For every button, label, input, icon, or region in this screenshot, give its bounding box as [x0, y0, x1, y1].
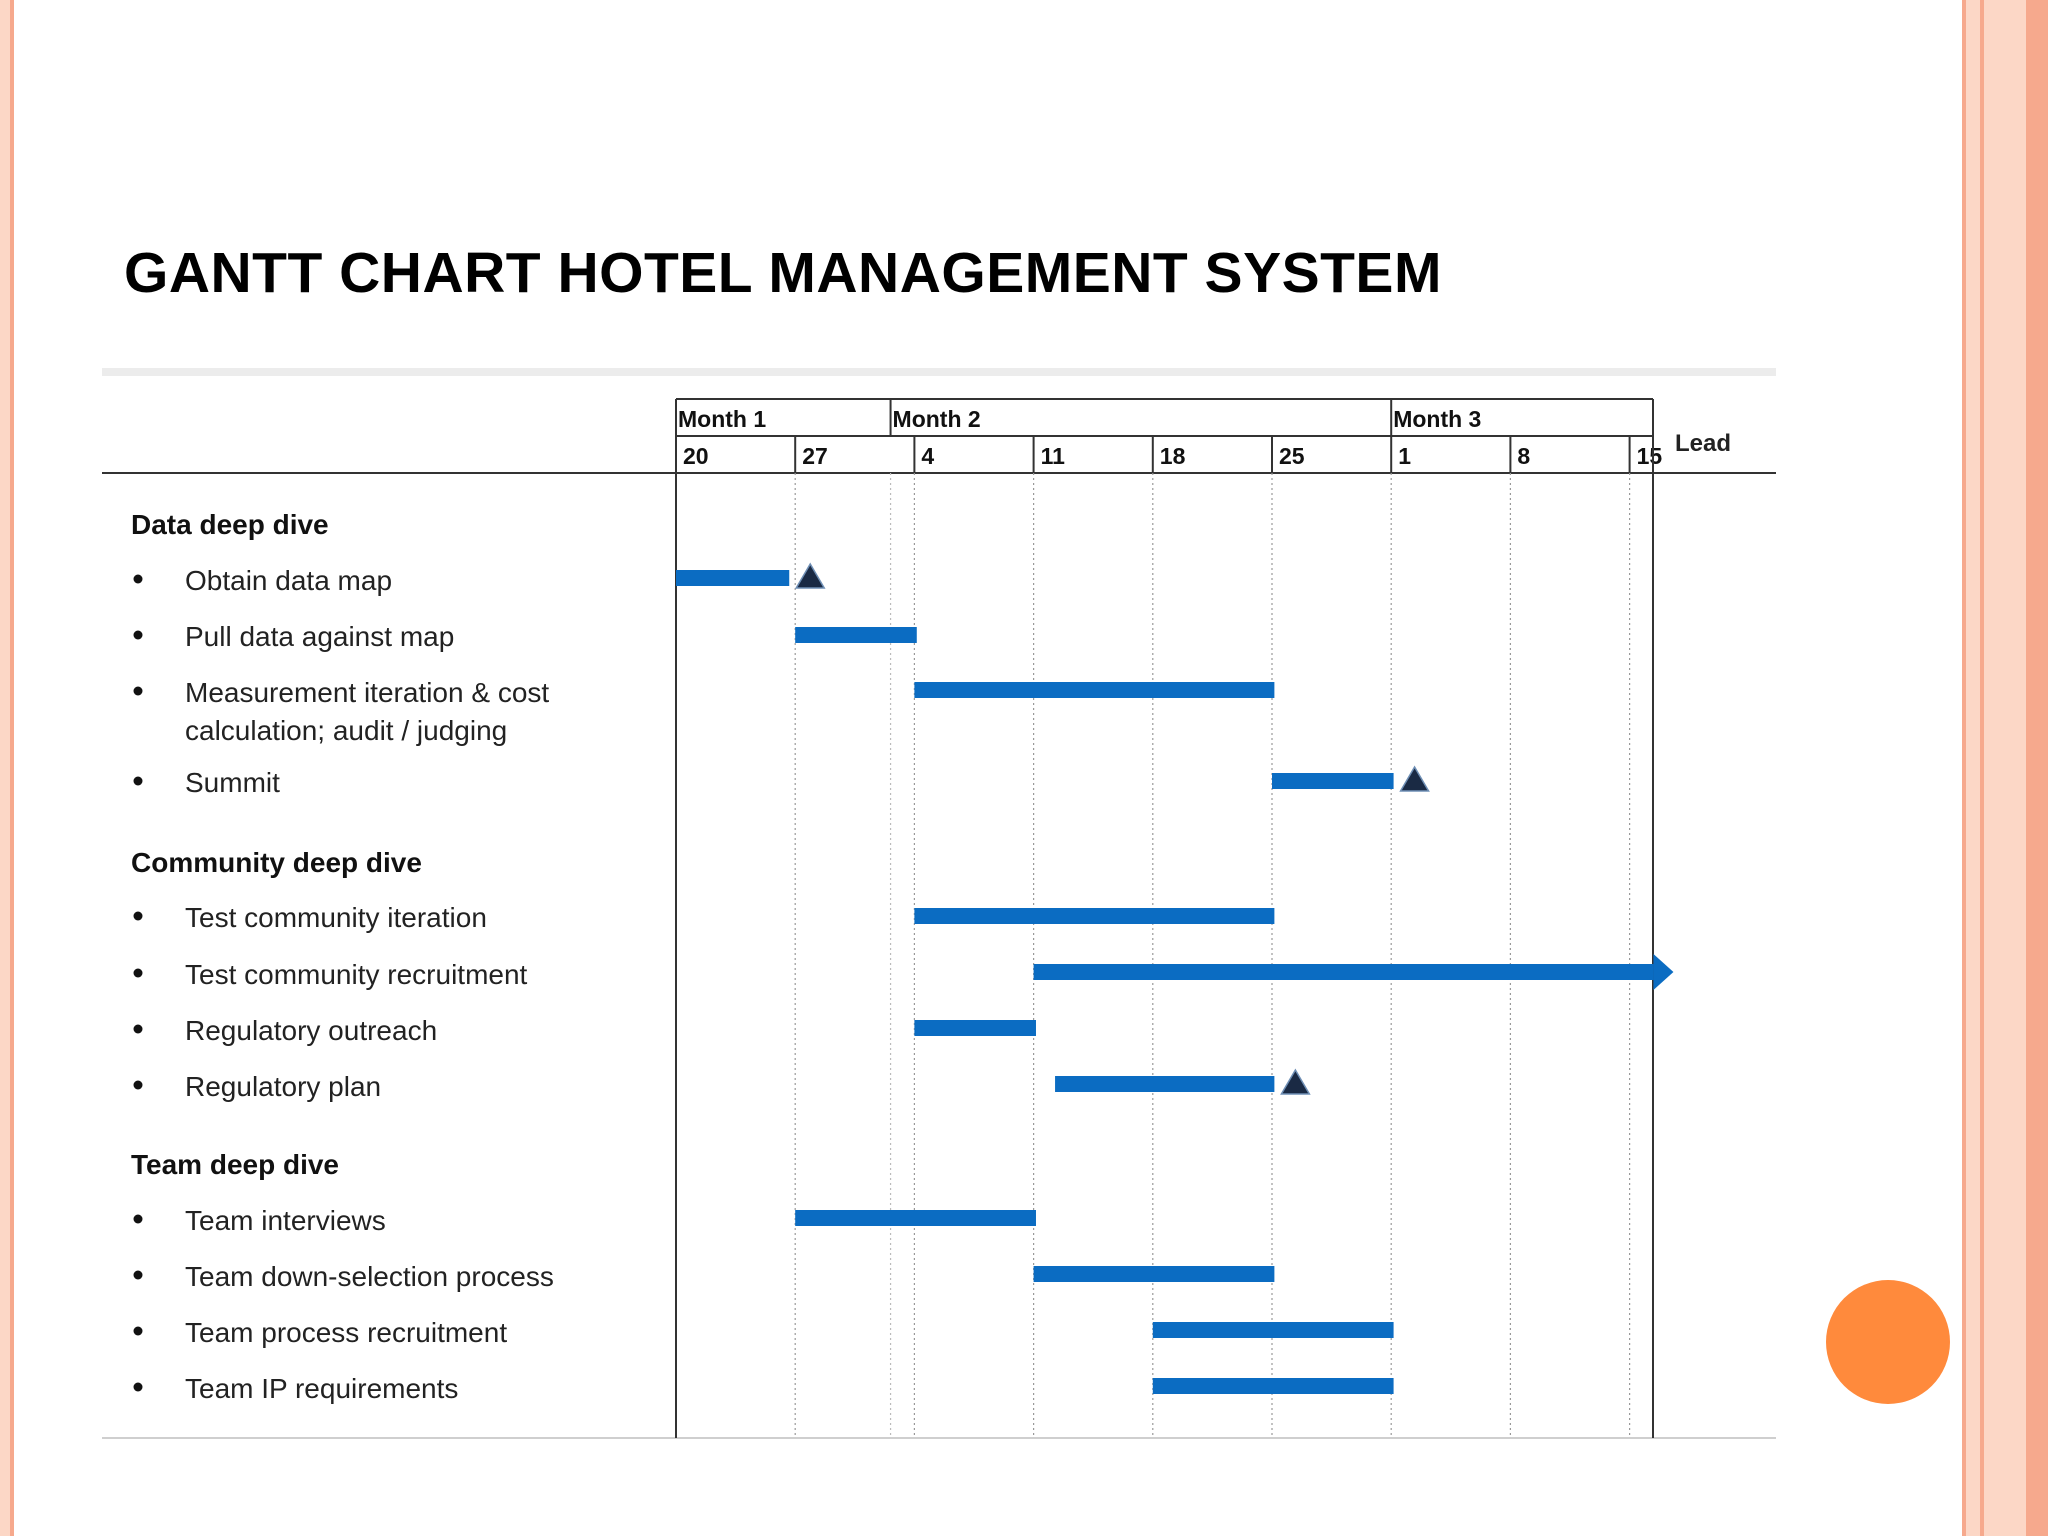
task-bar [914, 908, 1274, 924]
milestone-marker [1281, 1070, 1309, 1094]
task-bar [1153, 1378, 1394, 1394]
task-label: Regulatory plan [185, 1071, 382, 1102]
task-bar [676, 570, 789, 586]
group-label: Data deep dive [131, 509, 329, 540]
month-label-2: Month 2 [892, 406, 981, 432]
task-label: Pull data against map [185, 621, 455, 652]
week-label: 25 [1279, 443, 1305, 469]
task-bullet [134, 1025, 143, 1034]
task-bullet [134, 1383, 143, 1392]
task-label: Team process recruitment [185, 1317, 508, 1348]
task-bullet [134, 969, 143, 978]
task-bullet [134, 687, 143, 696]
task-label: Test community iteration [185, 902, 487, 933]
week-label: 18 [1159, 443, 1186, 469]
task-bar [795, 1210, 1036, 1226]
task-bar [1153, 1322, 1394, 1338]
week-label: 11 [1040, 443, 1065, 469]
task-bullet [134, 1215, 143, 1224]
week-label: 4 [921, 443, 935, 469]
task-bullet [134, 631, 143, 640]
milestone-marker [1401, 767, 1429, 791]
task-bullet [134, 575, 143, 584]
task-label-line2: calculation; audit / judging [185, 715, 508, 746]
week-label: 1 [1398, 443, 1411, 469]
lead-label: Lead [1675, 430, 1732, 457]
task-bar [914, 1020, 1036, 1036]
task-label: Team interviews [185, 1205, 386, 1236]
month-label-3: Month 3 [1393, 406, 1482, 432]
milestone-marker [796, 564, 824, 588]
task-bar [1034, 1266, 1275, 1282]
task-bar [795, 627, 917, 643]
week-label: 20 [683, 443, 709, 469]
month-label-1: Month 1 [678, 406, 767, 432]
task-bar [1034, 964, 1654, 980]
task-label: Test community recruitment [185, 959, 528, 990]
week-label: 8 [1517, 443, 1531, 469]
week-label: 27 [802, 443, 828, 469]
task-continue-arrow [1653, 954, 1673, 990]
task-bullet [134, 1271, 143, 1280]
panel-shadow [102, 368, 1776, 376]
task-bullet [134, 777, 143, 786]
task-bar [1272, 773, 1394, 789]
task-label: Summit [185, 767, 280, 798]
task-label: Regulatory outreach [185, 1015, 438, 1046]
task-bar [1055, 1076, 1274, 1092]
task-label-line1: Measurement iteration & cost [185, 677, 550, 708]
task-label: Team down-selection process [185, 1261, 554, 1292]
task-bullet [134, 1081, 143, 1090]
task-bar [914, 682, 1274, 698]
slide-title: GANTT CHART HOTEL MANAGEMENT SYSTEM [124, 241, 1442, 305]
task-bullet [134, 912, 143, 921]
week-label: 15 [1636, 443, 1663, 469]
accent-circle [1826, 1280, 1950, 1404]
task-label: Obtain data map [185, 565, 393, 596]
task-label: Team IP requirements [185, 1373, 459, 1404]
task-bullet [134, 1327, 143, 1336]
group-label: Team deep dive [131, 1149, 340, 1180]
group-label: Community deep dive [131, 847, 422, 878]
